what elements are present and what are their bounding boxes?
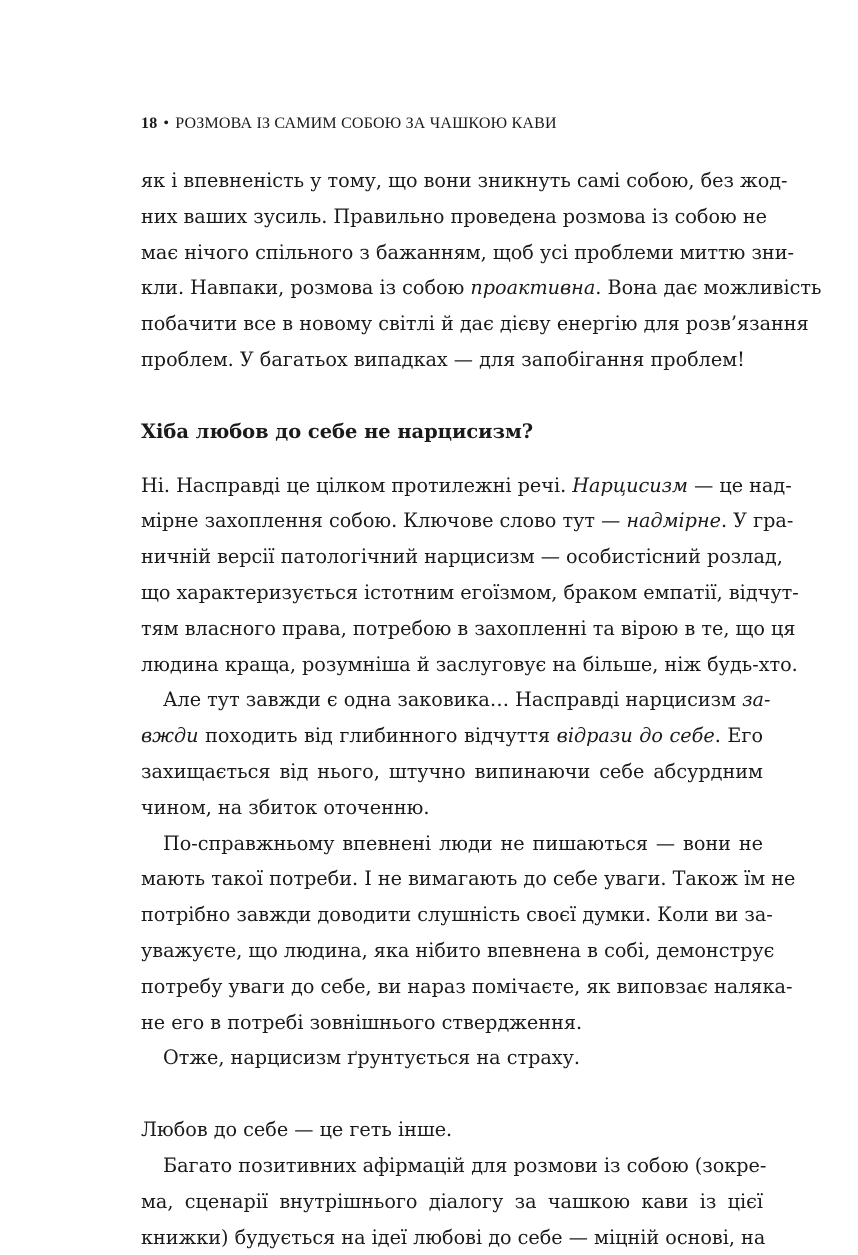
- running-header: [141, 115, 557, 133]
- text-line: людина краща, розумніша й заслуговує на більше, ніж будь-хто.: [141, 652, 798, 676]
- text-line: як і впевненість у тому, що вони зникнуть самі собою, без жод-: [141, 169, 788, 192]
- text-run: . Его: [714, 724, 764, 748]
- text-line: що характеризується істотним егоїзмом, браком емпатії, відчут-: [141, 580, 799, 604]
- text-line: захищається від нього, штучно випинаючи себе абсурдним: [141, 759, 763, 783]
- body-text: [141, 163, 822, 1255]
- text-line: Отже, нарцисизм ґрунтується на страху.: [163, 1046, 581, 1070]
- text-line: ничній версії патологічний нарцисизм — особистісний розлад,: [141, 545, 783, 569]
- text-run: мірне захоплення собою. Ключове слово тут —: [141, 509, 627, 533]
- emphasis-text: надмірне: [626, 509, 721, 533]
- section-spacer: [141, 378, 763, 414]
- paragraph-7: [141, 1148, 767, 1255]
- text-run: Ні. Насправді це цілком протилежні речі.: [141, 473, 573, 497]
- paragraph-1: [141, 163, 822, 378]
- emphasis-text: за-: [742, 688, 771, 712]
- text-line: чином, на збиток оточенню.: [141, 795, 430, 819]
- text-line: [141, 718, 763, 754]
- text-run: походить від глибинного відчуття: [198, 724, 557, 748]
- text-line: книжки) будується на ідеї любові до себе — міцній основі, на: [141, 1225, 766, 1249]
- section-spacer: [141, 1076, 763, 1112]
- emphasis-text: Нарцисизм: [572, 473, 688, 497]
- emphasis-text: вжди: [141, 724, 199, 748]
- text-line: Багато позитивних афірмацій для розмови із собою (зокре-: [163, 1153, 767, 1177]
- text-line: ма, сценарії внутрішнього діалогу за чашкою кави із цієї: [141, 1189, 763, 1213]
- text-run: Але тут завжди є одна заковика… Насправді нарцисизм: [163, 688, 743, 712]
- text-line: має нічого спільного з бажанням, щоб усі проблеми миттю зни-: [141, 240, 794, 264]
- text-line: потребу уваги до себе, ви нараз помічаєте, як виповзає наляка-: [141, 974, 793, 998]
- text-line: [141, 270, 822, 306]
- text-run: . У гра-: [720, 509, 794, 533]
- paragraph-6: [141, 1112, 763, 1148]
- text-run: . Вона дає можливість: [595, 276, 822, 300]
- text-line: По-справжньому впевнені люди не пишаються — вони не: [163, 831, 763, 855]
- text-line: тям власного права, потребою в захопленні та вірою в те, що ця: [141, 616, 796, 640]
- text-line: не его в потребі зовнішнього ствердження.: [141, 1010, 583, 1034]
- running-title: РОЗМОВА ІЗ САМИМ СОБОЮ ЗА ЧАШКОЮ КАВИ: [175, 115, 557, 132]
- paragraph-4: [141, 826, 796, 1041]
- header-separator: •: [163, 115, 170, 132]
- text-line: проблем. У багатьох випадках — для запобігання проблем!: [141, 347, 745, 371]
- text-line: уважуєте, що людина, яка нібито впевнена в собі, демонструє: [141, 938, 775, 962]
- text-line: мають такої потреби. І не вимагають до себе уваги. Також їм не: [141, 867, 796, 891]
- paragraph-5: [141, 1040, 763, 1076]
- emphasis-text: проактивна: [470, 276, 596, 300]
- section-heading: Хіба любов до себе не нарцисизм?: [141, 419, 534, 443]
- text-line: [141, 468, 792, 504]
- paragraph-2: [141, 468, 799, 683]
- text-run: кли. Навпаки, розмова із собою: [141, 276, 471, 300]
- text-line: [141, 503, 794, 539]
- emphasis-text: відрази до себе: [556, 724, 715, 748]
- paragraph-3: [141, 682, 771, 825]
- text-line: них ваших зусиль. Правильно проведена розмова із собою не: [141, 204, 767, 228]
- text-run: — це над-: [687, 473, 792, 497]
- text-line: [141, 682, 771, 718]
- text-line: Любов до себе — це геть інше.: [141, 1118, 453, 1142]
- page-number: 18: [141, 115, 158, 132]
- text-line: потрібно завжди доводити слушність своєї думки. Коли ви за-: [141, 903, 773, 927]
- text-line: побачити все в новому світлі й дає дієву енергію для розв’язання: [141, 312, 809, 336]
